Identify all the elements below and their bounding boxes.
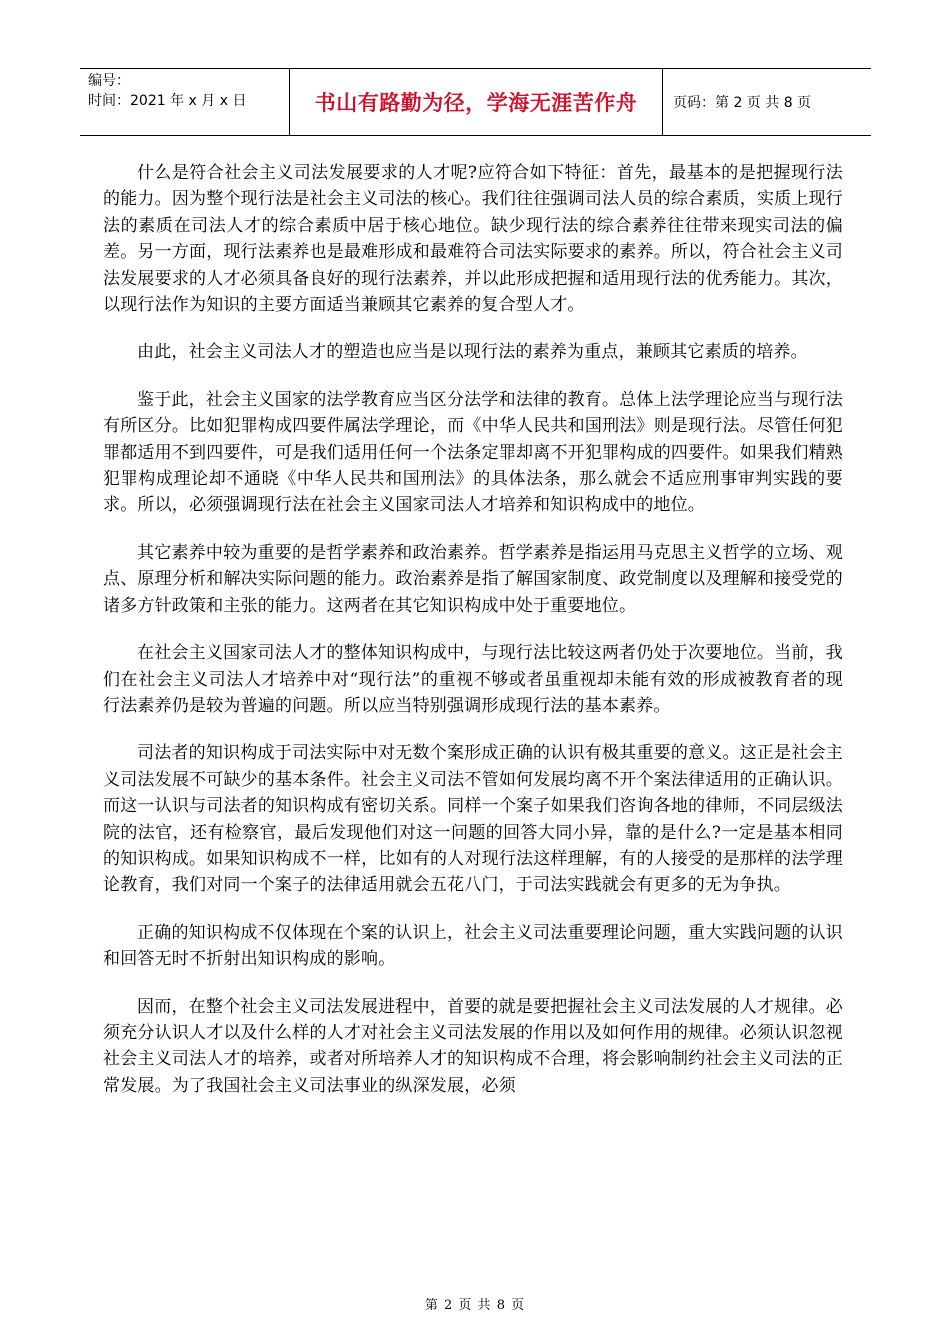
body-paragraph: 由此，社会主义司法人才的塑造也应当是以现行法的素养为重点，兼顾其它素质的培养。 bbox=[137, 342, 808, 363]
header-motto-cell bbox=[290, 69, 663, 136]
header-meta-cell bbox=[80, 69, 290, 136]
document-number-label: 编号： bbox=[88, 73, 130, 89]
body-paragraph: 正确的知识构成不仅体现在个案的认识上，社会主义司法重要理论问题，重大实践问题的认识和回答无时不折射出知识构成的影响。 bbox=[103, 922, 843, 970]
body-paragraph: 鉴于此，社会主义国家的法学教育应当区分法学和法律的教育。总体上法学理论应当与现行法有所区分。比如犯罪构成四要件属法学理论，而《中华人民共和国刑法》则是现行法。尽管任何犯罪都适用不到四要件，可是我们适用任何一个法条定罪却离不开犯罪构成的四要件。如果我们精熟犯罪构成理论却不通晓《中华人民共和国刑法》的具体法条，那么就会不适应刑事审判实践的要求。所以，必须强调现行法在社会主义国家司法人才培养和知识构成中的地位。 bbox=[103, 389, 843, 516]
header-motto: 书山有路勤为径，学海无涯苦作舟 bbox=[314, 91, 638, 115]
header-page-label: 页码：第 2 页 共 8 页 bbox=[673, 95, 812, 111]
body-paragraph: 司法者的知识构成于司法实际中对无数个案形成正确的认识有极其重要的意义。这正是社会主义司法发展不可缺少的基本条件。社会主义司法不管如何发展均离不开个案法律适用的正确认识。而这一认识与司法者的知识构成有密切关系。同样一个案子如果我们咨询各地的律师，不同层级法院的法官，还有检察官，最后发现他们对这一问题的回答大同小异，靠的是什么?一定是基本相同的知识构成。如果知识构成不一样，比如有的人对现行法这样理解，有的人接受的是那样的法学理论教育，我们对同一个案子的法律适用就会五花八门，于司法实践就会有更多的无为争执。 bbox=[103, 743, 843, 896]
body-paragraph: 什么是符合社会主义司法发展要求的人才呢?应符合如下特征：首先，最基本的是把握现行法的能力。因为整个现行法是社会主义司法的核心。我们往往强调司法人员的综合素质，实质上现行法的素质在司法人才的综合素质中居于核心地位。缺少现行法的综合素养往往带来现实司法的偏差。另一方面，现行法素养也是最难形成和最难符合司法实际要求的素养。所以，符合社会主义司法发展要求的人才必须具备良好的现行法素养，并以此形成把握和适用现行法的优秀能力。其次，以现行法作为知识的主要方面适当兼顾其它素养的复合型人才。 bbox=[103, 163, 843, 316]
body-paragraph: 其它素养中较为重要的是哲学素养和政治素养。哲学素养是指运用马克思主义哲学的立场、观点、原理分析和解决实际问题的能力。政治素养是指了解国家制度、政党制度以及理解和接受党的诸多方针政策和主张的能力。这两者在其它知识构成中处于重要地位。 bbox=[103, 542, 843, 616]
header-page-cell bbox=[663, 69, 872, 136]
body-paragraph: 因而，在整个社会主义司法发展进程中，首要的就是要把握社会主义司法发展的人才规律。必须充分认识人才以及什么样的人才对社会主义司法发展的作用以及如何作用的规律。必须认识忽视社会主义司法人才的培养，或者对所培养人才的知识构成不合理，将会影响制约社会主义司法的正常发展。为了我国社会主义司法事业的纵深发展，必须 bbox=[103, 996, 843, 1096]
page-footer: 第 2 页 共 8 页 bbox=[424, 1298, 526, 1313]
document-header bbox=[80, 68, 871, 136]
document-body bbox=[103, 160, 843, 1120]
document-date-label: 时间：2021 年 x 月 x 日 bbox=[88, 93, 247, 109]
body-paragraph: 在社会主义国家司法人才的整体知识构成中，与现行法比较这两者仍处于次要地位。当前，我们在社会主义司法人才培养中对“现行法”的重视不够或者虽重视却未能有效的形成被教育者的现行法素养仍是较为普遍的问题。所以应当特别强调形成现行法的基本素养。 bbox=[103, 643, 843, 716]
